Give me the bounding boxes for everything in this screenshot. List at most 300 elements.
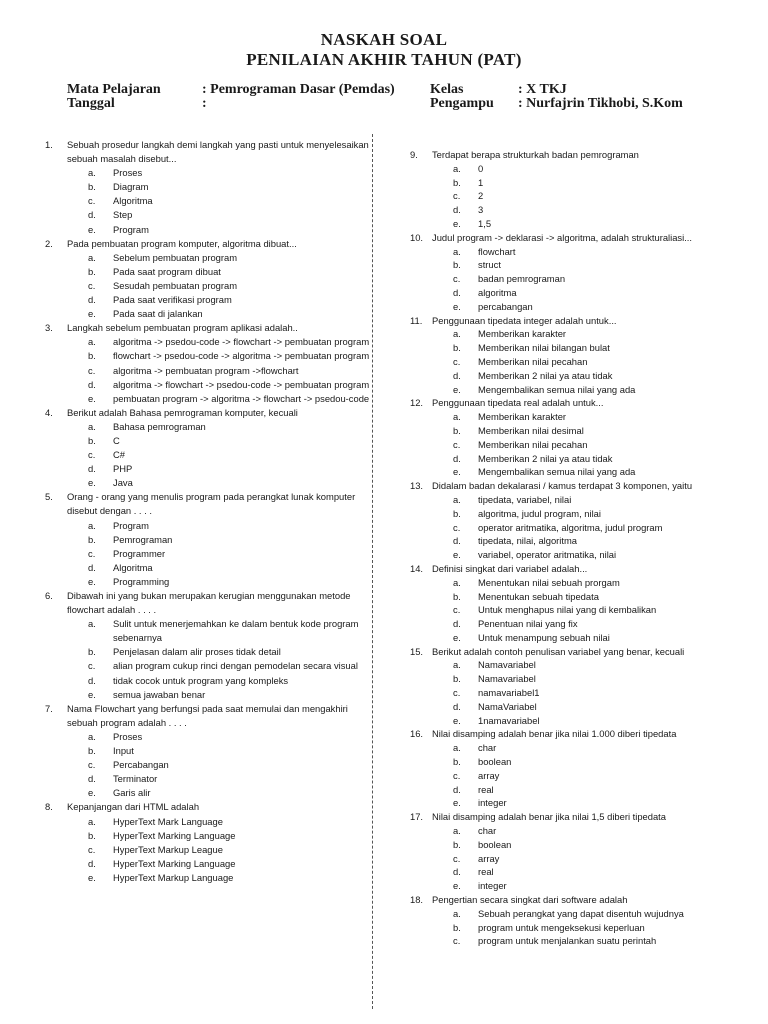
subject-value: : Pemrograman Dasar (Pemdas) — [202, 82, 395, 97]
option-letter: a. — [453, 907, 461, 919]
option-letter: e. — [88, 477, 96, 489]
question-number: 4. — [45, 406, 53, 418]
option-letter: e. — [88, 871, 96, 883]
answer-option — [45, 857, 380, 871]
option-text: Pada saat di jalankan — [113, 308, 203, 320]
option-text: Algoritma — [113, 195, 153, 207]
option-letter: b. — [88, 745, 96, 757]
answer-option — [410, 907, 740, 921]
answer-option — [45, 547, 380, 561]
option-text: Memberikan karakter — [478, 411, 567, 423]
option-letter: e. — [453, 880, 461, 892]
answer-option — [45, 519, 380, 533]
option-letter: d. — [88, 294, 96, 306]
option-text: Step — [113, 209, 133, 221]
question-number: 11. — [410, 314, 423, 326]
question-number: 12. — [410, 397, 424, 409]
option-letter: a. — [453, 245, 461, 257]
option-letter: c. — [88, 843, 96, 855]
answer-option — [410, 189, 740, 203]
option-letter: b. — [453, 590, 461, 602]
question — [410, 148, 740, 231]
answer-option — [410, 741, 740, 755]
option-letter: d. — [453, 535, 461, 547]
option-letter: c. — [88, 547, 96, 559]
option-text: namavariabel1 — [478, 687, 540, 699]
option-letter: d. — [453, 618, 461, 630]
question — [410, 396, 740, 479]
subject-label: Mata Pelajaran — [67, 82, 161, 97]
question — [410, 645, 740, 728]
question-number: 5. — [45, 491, 53, 503]
answer-option — [45, 772, 380, 786]
option-text: alian program cukup rinci dengan pemodelan secara visual — [113, 660, 358, 672]
option-text: C — [113, 434, 120, 446]
answer-option — [410, 438, 740, 452]
option-text: Mengembalikan semua nilai yang ada — [478, 466, 636, 478]
answer-option — [410, 369, 740, 383]
question-number: 7. — [45, 702, 53, 714]
option-letter: c. — [453, 190, 461, 202]
option-text: Java — [113, 477, 133, 489]
option-letter: a. — [453, 742, 461, 754]
answer-option — [410, 245, 740, 259]
answer-option — [45, 335, 380, 349]
option-text: Untuk menampung sebuah nilai — [478, 631, 610, 643]
date-value: : — [202, 96, 207, 111]
answer-option — [45, 364, 380, 378]
option-letter: c. — [453, 273, 461, 285]
option-letter: e. — [88, 392, 96, 404]
option-letter: d. — [453, 700, 461, 712]
option-letter: a. — [453, 576, 461, 588]
question — [45, 490, 380, 589]
class-value: : X TKJ — [518, 82, 567, 97]
option-text: Untuk menghapus nilai yang di kembalikan — [478, 604, 657, 616]
option-text: program untuk mengeksekusi keperluan — [478, 921, 645, 933]
option-letter: a. — [88, 618, 96, 630]
option-letter: d. — [453, 286, 461, 298]
question-text: Penggunaan tipedata integer adalah untuk... — [432, 314, 617, 326]
option-text: Penentuan nilai yang fix — [478, 618, 578, 630]
question-number: 13. — [410, 480, 424, 492]
option-text: Memberikan nilai pecahan — [478, 438, 588, 450]
answer-option — [45, 659, 380, 673]
answer-option — [410, 865, 740, 879]
answer-option — [410, 521, 740, 535]
option-text: Programming — [113, 575, 170, 587]
question — [45, 406, 380, 491]
option-text: Memberikan nilai bilangan bulat — [478, 342, 610, 354]
answer-option — [410, 300, 740, 314]
answer-option — [45, 251, 380, 265]
option-text: NamaVariabel — [478, 700, 537, 712]
question-number: 6. — [45, 590, 53, 601]
option-letter: c. — [88, 449, 96, 461]
answer-option — [410, 921, 740, 935]
option-letter: a. — [88, 336, 96, 348]
answer-option — [410, 203, 740, 217]
option-letter: c. — [453, 438, 461, 450]
question-text: Langkah sebelum pembuatan program aplikasi adalah.. — [67, 322, 298, 334]
option-letter: c. — [453, 355, 461, 367]
question-text: Didalam badan dekalarasi / kamus terdapat 3 komponen, yaitu — [432, 480, 693, 492]
option-letter: e. — [453, 383, 461, 395]
question-text: Pengertian secara singkat dari software adalah — [432, 894, 628, 906]
option-text: algoritma -> flowchart -> psedou-code -> pembuatan program — [113, 378, 370, 390]
option-text: Proses — [113, 730, 143, 742]
option-letter: a. — [88, 730, 96, 742]
option-letter: d. — [88, 561, 96, 573]
option-letter: e. — [88, 688, 96, 700]
option-letter: a. — [88, 420, 96, 432]
question-text: Terdapat berapa strukturkah badan pemrograman — [432, 149, 639, 160]
option-text: Mengembalikan semua nilai yang ada — [478, 383, 636, 395]
option-letter: c. — [453, 521, 461, 533]
option-letter: b. — [453, 507, 461, 519]
option-text: Bahasa pemrograman — [113, 420, 206, 432]
option-letter: d. — [88, 463, 96, 475]
class-label: Kelas — [430, 82, 464, 97]
option-text: pembuatan program -> algoritma -> flowchart -> psedou-code — [113, 392, 370, 404]
option-text: boolean — [478, 756, 512, 768]
answer-option — [410, 176, 740, 190]
option-letter: c. — [453, 852, 461, 864]
question — [410, 231, 740, 314]
answer-option — [45, 674, 380, 688]
answer-option — [45, 307, 380, 321]
option-letter: b. — [453, 921, 461, 933]
answer-option — [410, 286, 740, 300]
option-text: Memberikan 2 nilai ya atau tidak — [478, 369, 613, 381]
answer-option — [45, 349, 380, 363]
question-text: Nilai disamping adalah benar jika nilai 1.000 diberi tipedata — [432, 728, 677, 740]
option-letter: b. — [453, 176, 461, 188]
option-text: Garis alir — [113, 787, 151, 799]
answer-option — [410, 534, 740, 548]
answer-option — [45, 533, 380, 547]
answer-option — [410, 934, 740, 948]
question — [45, 138, 380, 237]
option-text: Algoritma — [113, 561, 153, 573]
answer-option — [410, 617, 740, 631]
option-text: Programmer — [113, 547, 166, 559]
option-letter: a. — [88, 251, 96, 263]
answer-option — [45, 758, 380, 772]
question — [410, 893, 740, 948]
option-letter: d. — [88, 674, 96, 686]
option-text: algoritma -> psedou-code -> flowchart -> pembuatan program — [113, 336, 370, 348]
questions-left-column — [45, 138, 380, 885]
option-text: real — [478, 783, 494, 795]
question-text: Berikut adalah Bahasa pemrograman komputer, kecuali — [67, 406, 298, 418]
option-letter: a. — [453, 162, 461, 174]
option-text: 1,5 — [478, 217, 492, 229]
option-letter: b. — [88, 829, 96, 841]
option-letter: c. — [88, 279, 96, 291]
answer-option — [410, 672, 740, 686]
option-letter: e. — [453, 466, 461, 478]
answer-option — [410, 590, 740, 604]
option-text: HyperText Marking Language — [113, 829, 236, 841]
option-letter: e. — [88, 223, 96, 235]
answer-option — [45, 293, 380, 307]
question — [45, 321, 380, 406]
question-text: Judul program -> deklarasi -> algoritma, adalah strukturaliasi... — [432, 231, 693, 243]
teacher-label: Pengampu — [430, 96, 494, 111]
option-letter: d. — [88, 857, 96, 869]
question-number: 14. — [410, 562, 424, 574]
option-text: Pemrograman — [113, 533, 173, 545]
document-title: NASKAH SOAL — [320, 30, 448, 49]
answer-option — [45, 730, 380, 744]
question-text: Sebuah prosedur langkah demi langkah yang pasti untuk menyelesaikan sebuah masalah disebut... — [67, 139, 369, 165]
question-text: Nama Flowchart yang berfungsi pada saat memulai dan mengakhiri sebuah program adalah . . . . — [67, 702, 348, 728]
option-text: 1namavariabel — [478, 714, 540, 726]
option-letter: c. — [453, 604, 461, 616]
answer-option — [45, 843, 380, 857]
document-header — [0, 30, 768, 70]
answer-option — [45, 208, 380, 222]
answer-option — [45, 476, 380, 490]
option-text: integer — [478, 797, 507, 809]
option-text: 0 — [478, 162, 484, 174]
answer-option — [45, 420, 380, 434]
option-text: Program — [113, 223, 149, 235]
questions-right-column — [410, 148, 740, 948]
option-text: Sebuah perangkat yang dapat disentuh wujudnya — [478, 907, 684, 919]
option-text: operator aritmatika, algoritma, judul program — [478, 521, 663, 533]
option-text: HyperText Mark Language — [113, 815, 223, 827]
answer-option — [410, 658, 740, 672]
option-text: tipedata, variabel, nilai — [478, 493, 572, 505]
option-text: percabangan — [478, 300, 533, 312]
answer-option — [410, 714, 740, 728]
answer-option — [410, 258, 740, 272]
answer-option — [410, 424, 740, 438]
option-text: flowchart -> psedou-code -> algoritma -> pembuatan program — [113, 350, 370, 362]
answer-option — [410, 838, 740, 852]
option-letter: b. — [453, 756, 461, 768]
question-text: Nilai disamping adalah benar jika nilai 1,5 diberi tipedata — [432, 811, 666, 823]
option-letter: b. — [453, 673, 461, 685]
question — [410, 314, 740, 397]
answer-option — [410, 217, 740, 231]
answer-option — [410, 507, 740, 521]
answer-option — [45, 378, 380, 392]
option-text: char — [478, 742, 497, 754]
question — [410, 810, 740, 893]
option-text: tidak cocok untuk program yang kompleks — [113, 674, 289, 686]
option-letter: e. — [453, 217, 461, 229]
option-letter: d. — [453, 369, 461, 381]
answer-option — [45, 448, 380, 462]
option-letter: d. — [453, 204, 461, 216]
option-text: Proses — [113, 167, 143, 179]
question-number: 10. — [410, 231, 424, 243]
option-text: HyperText Markup League — [113, 843, 223, 855]
option-letter: a. — [453, 493, 461, 505]
option-letter: c. — [453, 935, 461, 947]
option-text: Diagram — [113, 181, 149, 193]
option-text: algoritma, judul program, nilai — [478, 507, 601, 519]
answer-option — [410, 162, 740, 176]
answer-option — [45, 561, 380, 575]
answer-option — [410, 686, 740, 700]
option-letter: b. — [88, 533, 96, 545]
answer-option — [410, 465, 740, 479]
answer-option — [410, 852, 740, 866]
option-text: badan pemrograman — [478, 273, 566, 285]
option-text: Menentukan sebuah tipedata — [478, 590, 599, 602]
option-text: Penjelasan dalam alir proses tidak detail — [113, 646, 281, 658]
teacher-value: : Nurfajrin Tikhobi, S.Kom — [518, 96, 683, 111]
question-text: Orang - orang yang menulis program pada perangkat lunak komputer disebut dengan . . . . — [67, 491, 356, 517]
option-text: Input — [113, 745, 134, 757]
question-number: 18. — [410, 894, 424, 906]
question-text: Kepanjangan dari HTML adalah — [67, 801, 200, 813]
option-letter: d. — [453, 866, 461, 878]
answer-option — [410, 783, 740, 797]
document-subtitle: PENILAIAN AKHIR TAHUN (PAT) — [246, 50, 522, 69]
option-text: char — [478, 825, 497, 837]
question-text: Definisi singkat dari variabel adalah... — [432, 562, 588, 574]
option-letter: e. — [453, 300, 461, 312]
answer-option — [45, 180, 380, 194]
option-letter: e. — [453, 549, 461, 561]
answer-option — [410, 576, 740, 590]
option-letter: e. — [88, 787, 96, 799]
option-text: integer — [478, 880, 507, 892]
option-text: Pada saat program dibuat — [113, 265, 221, 277]
answer-option — [410, 452, 740, 466]
option-letter: c. — [88, 660, 96, 672]
option-letter: e. — [88, 575, 96, 587]
date-label: Tanggal — [67, 96, 115, 111]
option-text: Pada saat verifikasi program — [113, 294, 232, 306]
option-text: array — [478, 852, 500, 864]
question — [45, 589, 380, 702]
option-text: algoritma -> pembuatan program ->flowchart — [113, 364, 299, 376]
question-text: Berikut adalah contoh penulisan variabel yang benar, kecuali — [432, 645, 685, 657]
option-letter: a. — [453, 411, 461, 423]
question — [45, 800, 380, 885]
option-letter: a. — [88, 815, 96, 827]
option-text: Sebelum pembuatan program — [113, 251, 238, 263]
option-letter: c. — [88, 195, 96, 207]
option-letter: e. — [453, 797, 461, 809]
option-text: Memberikan 2 nilai ya atau tidak — [478, 452, 613, 464]
option-text: algoritma — [478, 286, 517, 298]
answer-option — [45, 786, 380, 800]
question-number: 9. — [410, 149, 418, 160]
option-letter: d. — [88, 209, 96, 221]
exam-info — [0, 82, 768, 122]
option-text: Namavariabel — [478, 659, 536, 671]
option-letter: a. — [88, 167, 96, 179]
option-letter: d. — [88, 773, 96, 785]
option-text: 2 — [478, 190, 484, 202]
answer-option — [45, 744, 380, 758]
option-letter: b. — [88, 181, 96, 193]
answer-option — [45, 575, 380, 589]
answer-option — [45, 223, 380, 237]
answer-option — [45, 194, 380, 208]
option-text: Menentukan nilai sebuah prorgam — [478, 576, 620, 588]
answer-option — [410, 603, 740, 617]
option-text: Memberikan nilai pecahan — [478, 355, 588, 367]
option-letter: d. — [88, 378, 96, 390]
option-text: program untuk menjalankan suatu perintah — [478, 935, 657, 947]
answer-option — [410, 548, 740, 562]
question — [45, 237, 380, 322]
option-letter: e. — [453, 631, 461, 643]
option-letter: b. — [453, 342, 461, 354]
answer-option — [45, 815, 380, 829]
option-text: C# — [113, 449, 125, 461]
answer-option — [45, 434, 380, 448]
option-text: flowchart — [478, 245, 516, 257]
question-number: 1. — [45, 139, 53, 150]
answer-option — [410, 631, 740, 645]
option-text: tipedata, nilai, algoritma — [478, 535, 578, 547]
option-text: real — [478, 866, 494, 878]
option-text: Program — [113, 519, 149, 531]
question-number: 16. — [410, 728, 424, 740]
option-text: boolean — [478, 838, 512, 850]
option-letter: c. — [453, 687, 461, 699]
question — [410, 727, 740, 810]
answer-option — [45, 645, 380, 659]
option-text: semua jawaban benar — [113, 688, 206, 700]
answer-option — [45, 829, 380, 843]
option-text: Memberikan karakter — [478, 328, 567, 340]
option-text: 3 — [478, 204, 484, 216]
option-text: struct — [478, 259, 501, 271]
option-text: Terminator — [113, 773, 158, 785]
option-letter: b. — [88, 646, 96, 658]
answer-option — [410, 493, 740, 507]
answer-option — [45, 871, 380, 885]
option-letter: a. — [453, 328, 461, 340]
question — [410, 562, 740, 645]
option-letter: b. — [88, 350, 96, 362]
question-number: 15. — [410, 645, 424, 657]
answer-option — [45, 392, 380, 406]
answer-option — [45, 617, 380, 645]
question — [410, 479, 740, 562]
option-letter: b. — [453, 424, 461, 436]
option-letter: d. — [453, 452, 461, 464]
answer-option — [45, 166, 380, 180]
option-text: Namavariabel — [478, 673, 536, 685]
answer-option — [410, 383, 740, 397]
option-text: variabel, operator aritmatika, nilai — [478, 549, 617, 561]
option-text: Sulit untuk menerjemahkan ke dalam bentuk kode program sebenarnya — [113, 618, 359, 644]
question-text: Pada pembuatan program komputer, algoritma dibuat... — [67, 237, 297, 249]
answer-option — [45, 265, 380, 279]
question — [45, 702, 380, 801]
option-text: Percabangan — [113, 759, 169, 771]
answer-option — [410, 341, 740, 355]
option-letter: b. — [88, 265, 96, 277]
answer-option — [410, 327, 740, 341]
option-letter: a. — [453, 825, 461, 837]
answer-option — [45, 688, 380, 702]
option-text: PHP — [113, 463, 133, 475]
question-text: Penggunaan tipedata real adalah untuk... — [432, 397, 604, 409]
question-number: 8. — [45, 801, 53, 813]
